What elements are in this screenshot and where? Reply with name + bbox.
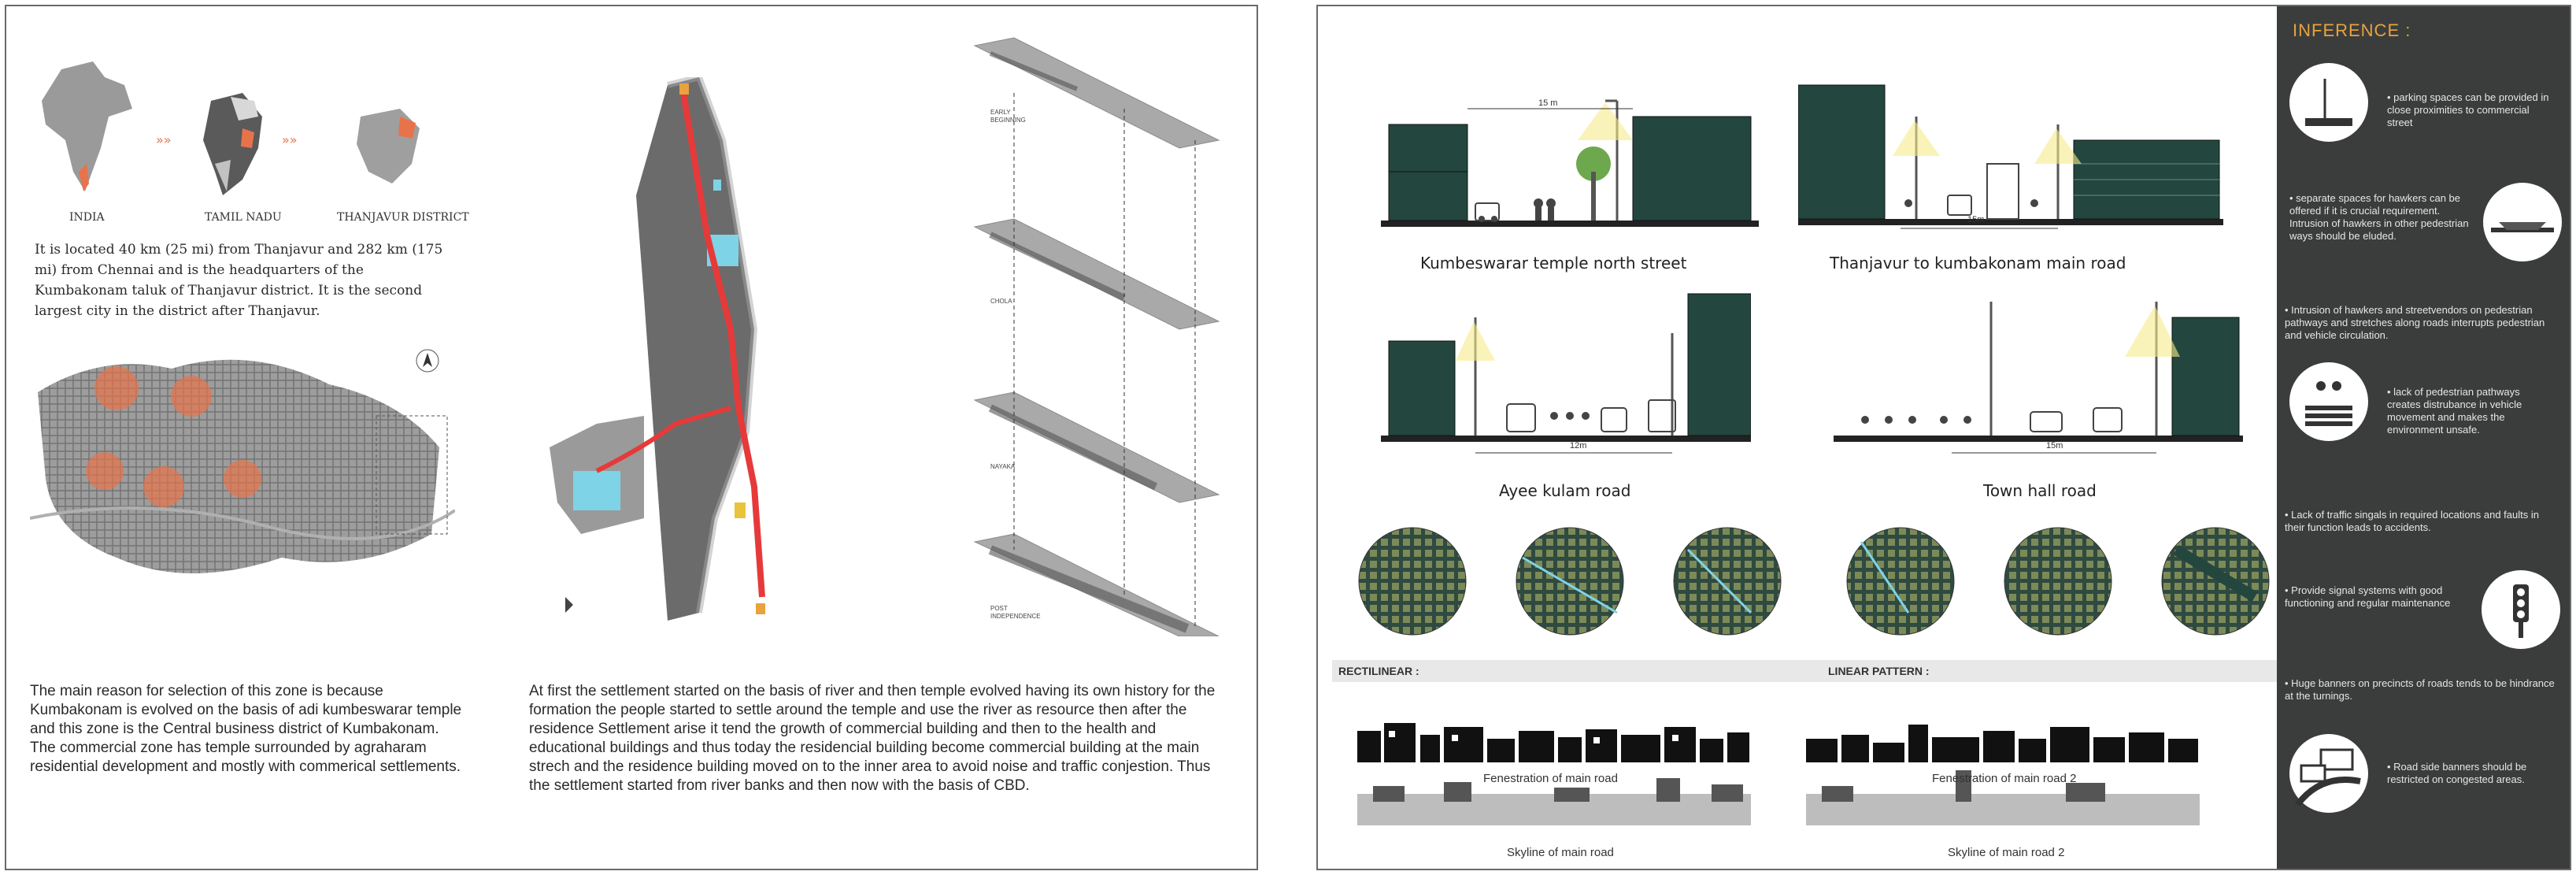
street-section-4-graphic — [1834, 286, 2243, 467]
street-section-1-graphic — [1381, 85, 1759, 243]
facades-right — [1806, 715, 2200, 865]
india-label: INDIA — [69, 211, 105, 224]
inference-item-3: • Intrusion of hawkers and streetvendors on pedestrian pathways and stretches along roads interrupts pedestrian and vehicle circulation. — [2285, 304, 2545, 341]
rectilinear-label: RECTILINEAR : — [1338, 665, 1419, 677]
india-map — [42, 61, 132, 191]
fenestration-caption-2: Fenestration of main road 2 — [1932, 772, 2077, 785]
pattern-bar — [1332, 660, 2277, 682]
section-2-width: 15m — [1967, 215, 1985, 224]
skyline-caption-1: Skyline of main road — [1507, 846, 1614, 859]
pattern-circle — [2162, 528, 2269, 635]
city-map-graphic — [30, 337, 455, 597]
svg-text:»»: »» — [282, 132, 298, 147]
layer-label-post: POST INDEPENDENCE — [990, 605, 1041, 620]
thanjavur-map — [357, 109, 420, 184]
location-maps — [30, 54, 469, 227]
traffic-signal-icon — [2482, 570, 2560, 649]
north-arrow-icon — [565, 597, 573, 613]
tank-water — [573, 471, 620, 510]
settlement-paragraph: At first the settlement started on the basis of river and then temple evolved having its own history for the formation the people started to settle around the temple and use the river as resource then after the residence Settlement arise it tend the growth of commercial building and then to the health and educational buildings and thus today the residencial building become commercial building at the main strech and the residence building moved on to the inner area to avoid noise and traffic conjestion. Thus the settlement started from river banks and then now with the basis of CBD. — [529, 683, 1216, 794]
hotspot-marker — [86, 452, 124, 490]
inference-item-5: • Lack of traffic singals in required locations and faults in their function leads to accidents. — [2285, 509, 2539, 533]
hotspot-marker — [171, 376, 212, 417]
north-arrow-icon — [416, 350, 439, 372]
skyline-caption-2: Skyline of main road 2 — [1948, 846, 2065, 859]
hotspot-marker — [94, 366, 139, 410]
banner-icon — [2289, 734, 2368, 813]
street-section-2-graphic — [1798, 77, 2223, 235]
city-map — [30, 337, 455, 597]
inference-item-8: • Road side banners should be restricted on congested areas. — [2387, 761, 2527, 785]
layer-label-early: EARLY BEGINNING — [990, 109, 1026, 124]
layer-label-chola: CHOLA — [990, 298, 1012, 305]
pedestrian-icon — [2289, 362, 2368, 441]
pattern-circle — [1359, 528, 1466, 635]
route-map-graphic — [550, 77, 825, 644]
route-map — [550, 77, 825, 644]
pattern-circle — [1516, 528, 1623, 635]
inference-item-4: • lack of pedestrian pathways creates distrubance in vehicle movement and makes the environment unsafe. — [2387, 386, 2522, 436]
section-3-title: Ayee kulam road — [1499, 481, 1631, 500]
street-section-2 — [1798, 77, 2223, 274]
pattern-circles — [1357, 526, 2271, 636]
right-sheet — [1316, 5, 2571, 870]
fenestration-caption-1: Fenestration of main road — [1483, 772, 1618, 785]
evolution-layers — [967, 30, 1234, 636]
inference-item-2: • separate spaces for hawkers can be offered if it is crucial requirement. Intrusion of hawkers in other pedestrian ways should be eluded. — [2289, 192, 2469, 242]
inference-panel — [2277, 6, 2570, 869]
section-3-width: 12m — [1570, 441, 1587, 450]
street-section-4 — [1834, 286, 2243, 499]
pattern-circle — [1674, 528, 1781, 635]
hawkers-icon — [2483, 183, 2562, 261]
section-4-title: Town hall road — [1983, 481, 2097, 500]
zone-paragraph-2: The commercial zone has temple surrounded by agraharam residential development and mostly with commerical settlements. — [30, 740, 461, 775]
zone-paragraph-1: The main reason for selection of this zone is because Kumbakonam is evolved on the basis of adi kumbeswarar temple and this zone is the Central business district of Kumbakonam. — [30, 683, 462, 737]
inference-item-6: • Provide signal systems with good functioning and regular maintenance — [2285, 584, 2451, 609]
street-section-3-graphic — [1381, 286, 1751, 467]
inference-item-7: • Huge banners on precincts of roads tends to be hindrance at the turnings. — [2285, 677, 2555, 702]
inference-title: INFERENCE : — [2293, 20, 2411, 40]
parking-icon — [2289, 63, 2368, 142]
layer-label-nayaka: NAYAKA — [990, 463, 1016, 470]
section-1-title: Kumbeswarar temple north street — [1420, 254, 1687, 273]
left-sheet — [5, 5, 1258, 870]
hotspot-marker — [224, 460, 261, 498]
street-section-3 — [1381, 286, 1751, 499]
pattern-circles-graphic — [1357, 526, 2271, 636]
section-4-width: 15m — [2046, 441, 2063, 450]
linear-pattern-label: LINEAR PATTERN : — [1828, 665, 1930, 677]
pattern-circle — [2004, 528, 2112, 635]
intro-paragraph: It is located 40 km (25 mi) from Thanjavur and 282 km (175 mi) from Chennai and is the headquarters of the Kumbakonam taluk of Thanjavur district. It is the second largest city in the district after Thanjavur. — [35, 242, 443, 319]
street-section-1 — [1381, 85, 1759, 274]
location-maps-graphic — [30, 54, 455, 227]
tamil-nadu-map — [203, 93, 262, 195]
section-2-title: Thanjavur to kumbakonam main road — [1830, 254, 2126, 273]
facades-left — [1357, 715, 1751, 865]
tamil-nadu-label: TAMIL NADU — [205, 211, 282, 224]
inference-item-1: • parking spaces can be provided in close proximities to commercial street — [2387, 91, 2549, 128]
svg-text:»»: »» — [156, 132, 172, 147]
hotspot-marker — [143, 466, 184, 507]
thanjavur-label: THANJAVUR DISTRICT — [337, 211, 469, 224]
zone-paragraph — [30, 682, 479, 777]
section-1-width: 15 m — [1538, 98, 1558, 108]
